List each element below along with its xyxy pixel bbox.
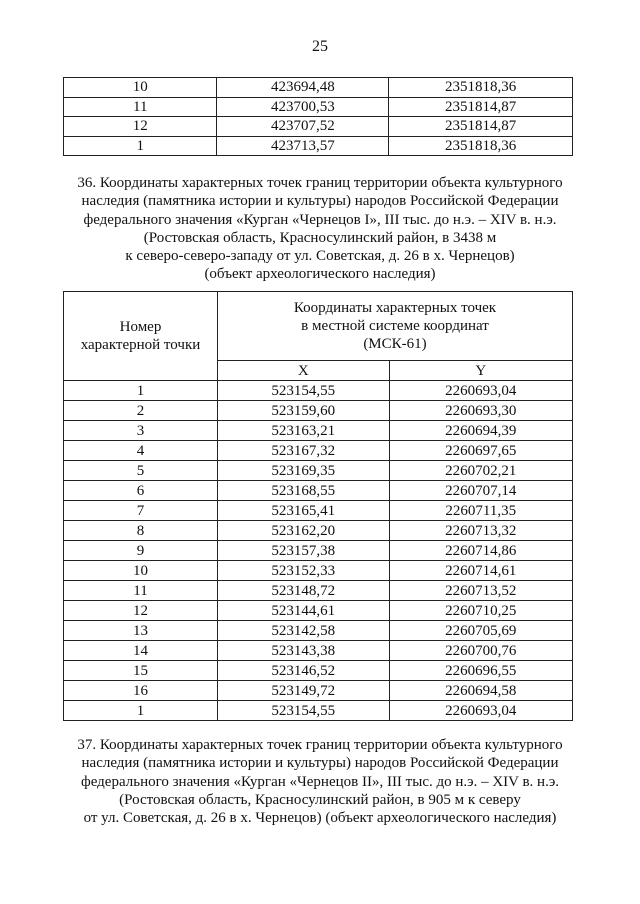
point-number: 11 bbox=[64, 97, 217, 117]
table-row bbox=[64, 521, 573, 541]
table-row bbox=[64, 541, 573, 561]
table-row bbox=[64, 441, 573, 461]
coord-y: 2260693,04 bbox=[389, 381, 572, 401]
coord-y: 2260697,65 bbox=[389, 441, 572, 461]
point-number: 12 bbox=[64, 117, 217, 137]
point-number: 1 bbox=[64, 136, 217, 156]
coord-x: 523168,55 bbox=[217, 481, 389, 501]
point-number: 8 bbox=[64, 521, 218, 541]
coord-x: 523154,55 bbox=[217, 701, 389, 721]
coord-x: 523152,33 bbox=[217, 561, 389, 581]
coord-y: 2260693,04 bbox=[389, 701, 572, 721]
coord-x: 523146,52 bbox=[217, 661, 389, 681]
table-row bbox=[64, 136, 573, 156]
page-number: 25 bbox=[312, 38, 328, 55]
coord-y: 2260705,69 bbox=[389, 621, 572, 641]
point-number: 15 bbox=[64, 661, 218, 681]
table-row bbox=[64, 117, 573, 137]
coord-y: 2260710,25 bbox=[389, 601, 572, 621]
coord-y: 2260714,61 bbox=[389, 561, 572, 581]
point-number: 16 bbox=[64, 681, 218, 701]
point-number: 5 bbox=[64, 461, 218, 481]
coord-x: 523144,61 bbox=[217, 601, 389, 621]
table-row bbox=[64, 78, 573, 98]
coord-x: 523167,32 bbox=[217, 441, 389, 461]
coord-y: 2260713,52 bbox=[389, 581, 572, 601]
point-number: 7 bbox=[64, 501, 218, 521]
coord-y: 2260696,55 bbox=[389, 661, 572, 681]
section-37-heading bbox=[40, 736, 600, 827]
table-row bbox=[64, 401, 573, 421]
point-number: 3 bbox=[64, 421, 218, 441]
coord-x: 523165,41 bbox=[217, 501, 389, 521]
table-row bbox=[64, 641, 573, 661]
table-row bbox=[64, 97, 573, 117]
table-row bbox=[64, 701, 573, 721]
heading-line: (Ростовская область, Красносулинский район, в 3438 м bbox=[143, 229, 497, 246]
coord-x: 523149,72 bbox=[217, 681, 389, 701]
coord-y: 2260713,32 bbox=[389, 521, 572, 541]
table-row bbox=[64, 381, 573, 401]
point-number: 10 bbox=[64, 561, 218, 581]
table-row bbox=[64, 681, 573, 701]
table-row bbox=[64, 501, 573, 521]
coord-y: 2351814,87 bbox=[389, 97, 573, 117]
coord-x: 523163,21 bbox=[217, 421, 389, 441]
header-point-number bbox=[64, 292, 218, 381]
coord-x: 523142,58 bbox=[217, 621, 389, 641]
coord-x: 523143,38 bbox=[217, 641, 389, 661]
coord-y: 2351818,36 bbox=[389, 136, 573, 156]
point-number: 1 bbox=[64, 381, 218, 401]
heading-line: (Ростовская область, Красносулинский район, в 905 м к северу bbox=[119, 791, 521, 808]
header-text: (МСК-61) bbox=[363, 336, 427, 352]
coord-x: 423713,57 bbox=[217, 136, 389, 156]
coordinates-table-section-36 bbox=[63, 291, 573, 721]
coord-y: 2260694,39 bbox=[389, 421, 572, 441]
coord-y: 2260714,86 bbox=[389, 541, 572, 561]
section-36-heading bbox=[40, 174, 600, 284]
point-number: 11 bbox=[64, 581, 218, 601]
heading-line: федерального значения «Курган «Чернецов I», III тыс. до н.э. – XIV в. н.э. bbox=[83, 211, 557, 228]
table-row bbox=[64, 621, 573, 641]
point-number: 1 bbox=[64, 701, 218, 721]
table-row bbox=[64, 561, 573, 581]
coord-y: 2260707,14 bbox=[389, 481, 572, 501]
header-text: Координаты характерных точек bbox=[293, 300, 497, 316]
heading-line: наследия (памятника истории и культуры) народов Российской Федерации bbox=[81, 755, 559, 772]
heading-line: от ул. Советская, д. 26 в х. Чернецов) (объект археологического наследия) bbox=[83, 810, 557, 827]
coord-y: 2260693,30 bbox=[389, 401, 572, 421]
point-number: 12 bbox=[64, 601, 218, 621]
point-number: 4 bbox=[64, 441, 218, 461]
point-number: 9 bbox=[64, 541, 218, 561]
coord-y: 2260694,58 bbox=[389, 681, 572, 701]
table-row bbox=[64, 481, 573, 501]
coord-y: 2351814,87 bbox=[389, 117, 573, 137]
heading-line: федерального значения «Курган «Чернецов II», III тыс. до н.э. – XIV в. н.э. bbox=[80, 773, 560, 790]
coord-x: 523148,72 bbox=[217, 581, 389, 601]
coordinates-table-continued bbox=[63, 77, 573, 156]
coord-x: 523154,55 bbox=[217, 381, 389, 401]
header-x: X bbox=[217, 361, 389, 381]
coord-y: 2260711,35 bbox=[389, 501, 572, 521]
coord-x: 523169,35 bbox=[217, 461, 389, 481]
coord-x: 423700,53 bbox=[217, 97, 389, 117]
point-number: 13 bbox=[64, 621, 218, 641]
table-row bbox=[64, 661, 573, 681]
coord-x: 423694,48 bbox=[217, 78, 389, 98]
coord-y: 2351818,36 bbox=[389, 78, 573, 98]
coord-x: 523159,60 bbox=[217, 401, 389, 421]
point-number: 14 bbox=[64, 641, 218, 661]
heading-line: 37. Координаты характерных точек границ территории объекта культурного bbox=[77, 737, 563, 753]
coord-x: 423707,52 bbox=[217, 117, 389, 137]
coord-y: 2260700,76 bbox=[389, 641, 572, 661]
point-number: 6 bbox=[64, 481, 218, 501]
coord-y: 2260702,21 bbox=[389, 461, 572, 481]
table-row bbox=[64, 461, 573, 481]
coord-x: 523157,38 bbox=[217, 541, 389, 561]
header-coordinates bbox=[217, 292, 572, 361]
point-number: 10 bbox=[64, 78, 217, 98]
table-row bbox=[64, 421, 573, 441]
coord-x: 523162,20 bbox=[217, 521, 389, 541]
header-text: Номер bbox=[119, 319, 162, 335]
point-number: 2 bbox=[64, 401, 218, 421]
header-text: характерной точки bbox=[80, 337, 201, 353]
header-text: в местной системе координат bbox=[301, 318, 489, 334]
heading-line: наследия (памятника истории и культуры) народов Российской Федерации bbox=[81, 193, 559, 210]
table-row bbox=[64, 581, 573, 601]
heading-line: 36. Координаты характерных точек границ территории объекта культурного bbox=[77, 175, 563, 191]
table-row bbox=[64, 601, 573, 621]
heading-line: к северо-северо-западу от ул. Советская, д. 26 в х. Чернецов) bbox=[125, 248, 515, 265]
heading-line: (объект археологического наследия) bbox=[204, 266, 436, 283]
header-y: Y bbox=[389, 361, 572, 381]
